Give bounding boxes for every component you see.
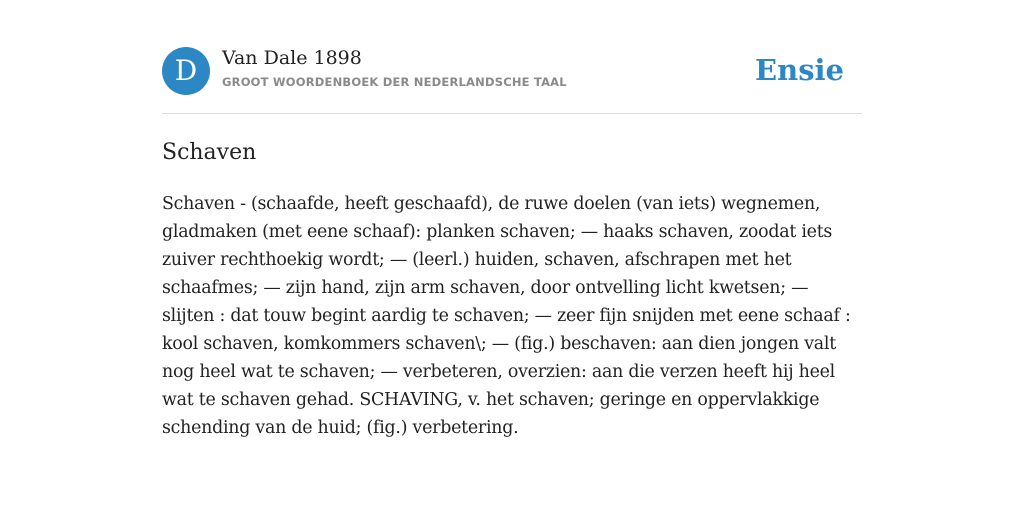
definition-line: kool schaven, komkommers schaven\; — (fig.) beschaven: aan dien jongen valt (162, 334, 836, 354)
definition-line: zuiver rechthoekig wordt; — (leerl.) huiden, schaven, afschrapen met het (162, 250, 792, 270)
entry-title: Schaven (162, 140, 257, 165)
definition-line: schending van de huid; (fig.) verbetering. (162, 418, 519, 438)
source-title[interactable]: Van Dale 1898 (222, 47, 362, 69)
source-subtitle: GROOT WOORDENBOEK DER NEDERLANDSCHE TAAL (222, 75, 567, 89)
entry-definition (162, 190, 862, 442)
source-header (162, 47, 862, 95)
definition-line: schaafmes; — zijn hand, zijn arm schaven, door ontvelling licht kwetsen; — (162, 278, 809, 298)
definition-line: slijten : dat touw begint aardig te schaven; — zeer fijn snijden met eene schaaf : (162, 306, 851, 326)
definition-line: gladmaken (met eene schaaf): planken schaven; — haaks schaven, zoodat iets (162, 222, 833, 242)
header-divider (162, 113, 862, 114)
source-logo: D (162, 47, 210, 95)
definition-line: Schaven - (schaafde, heeft geschaafd), de ruwe doelen (van iets) wegnemen, (162, 194, 821, 214)
definition-line: nog heel wat te schaven; — verbeteren, overzien: aan die verzen heeft hij heel (162, 362, 835, 382)
definition-line: wat te schaven gehad. SCHAVING, v. het schaven; geringe en oppervlakkige (162, 390, 820, 410)
entry-card (162, 0, 862, 512)
brand-logo[interactable]: Ensie (755, 53, 844, 87)
